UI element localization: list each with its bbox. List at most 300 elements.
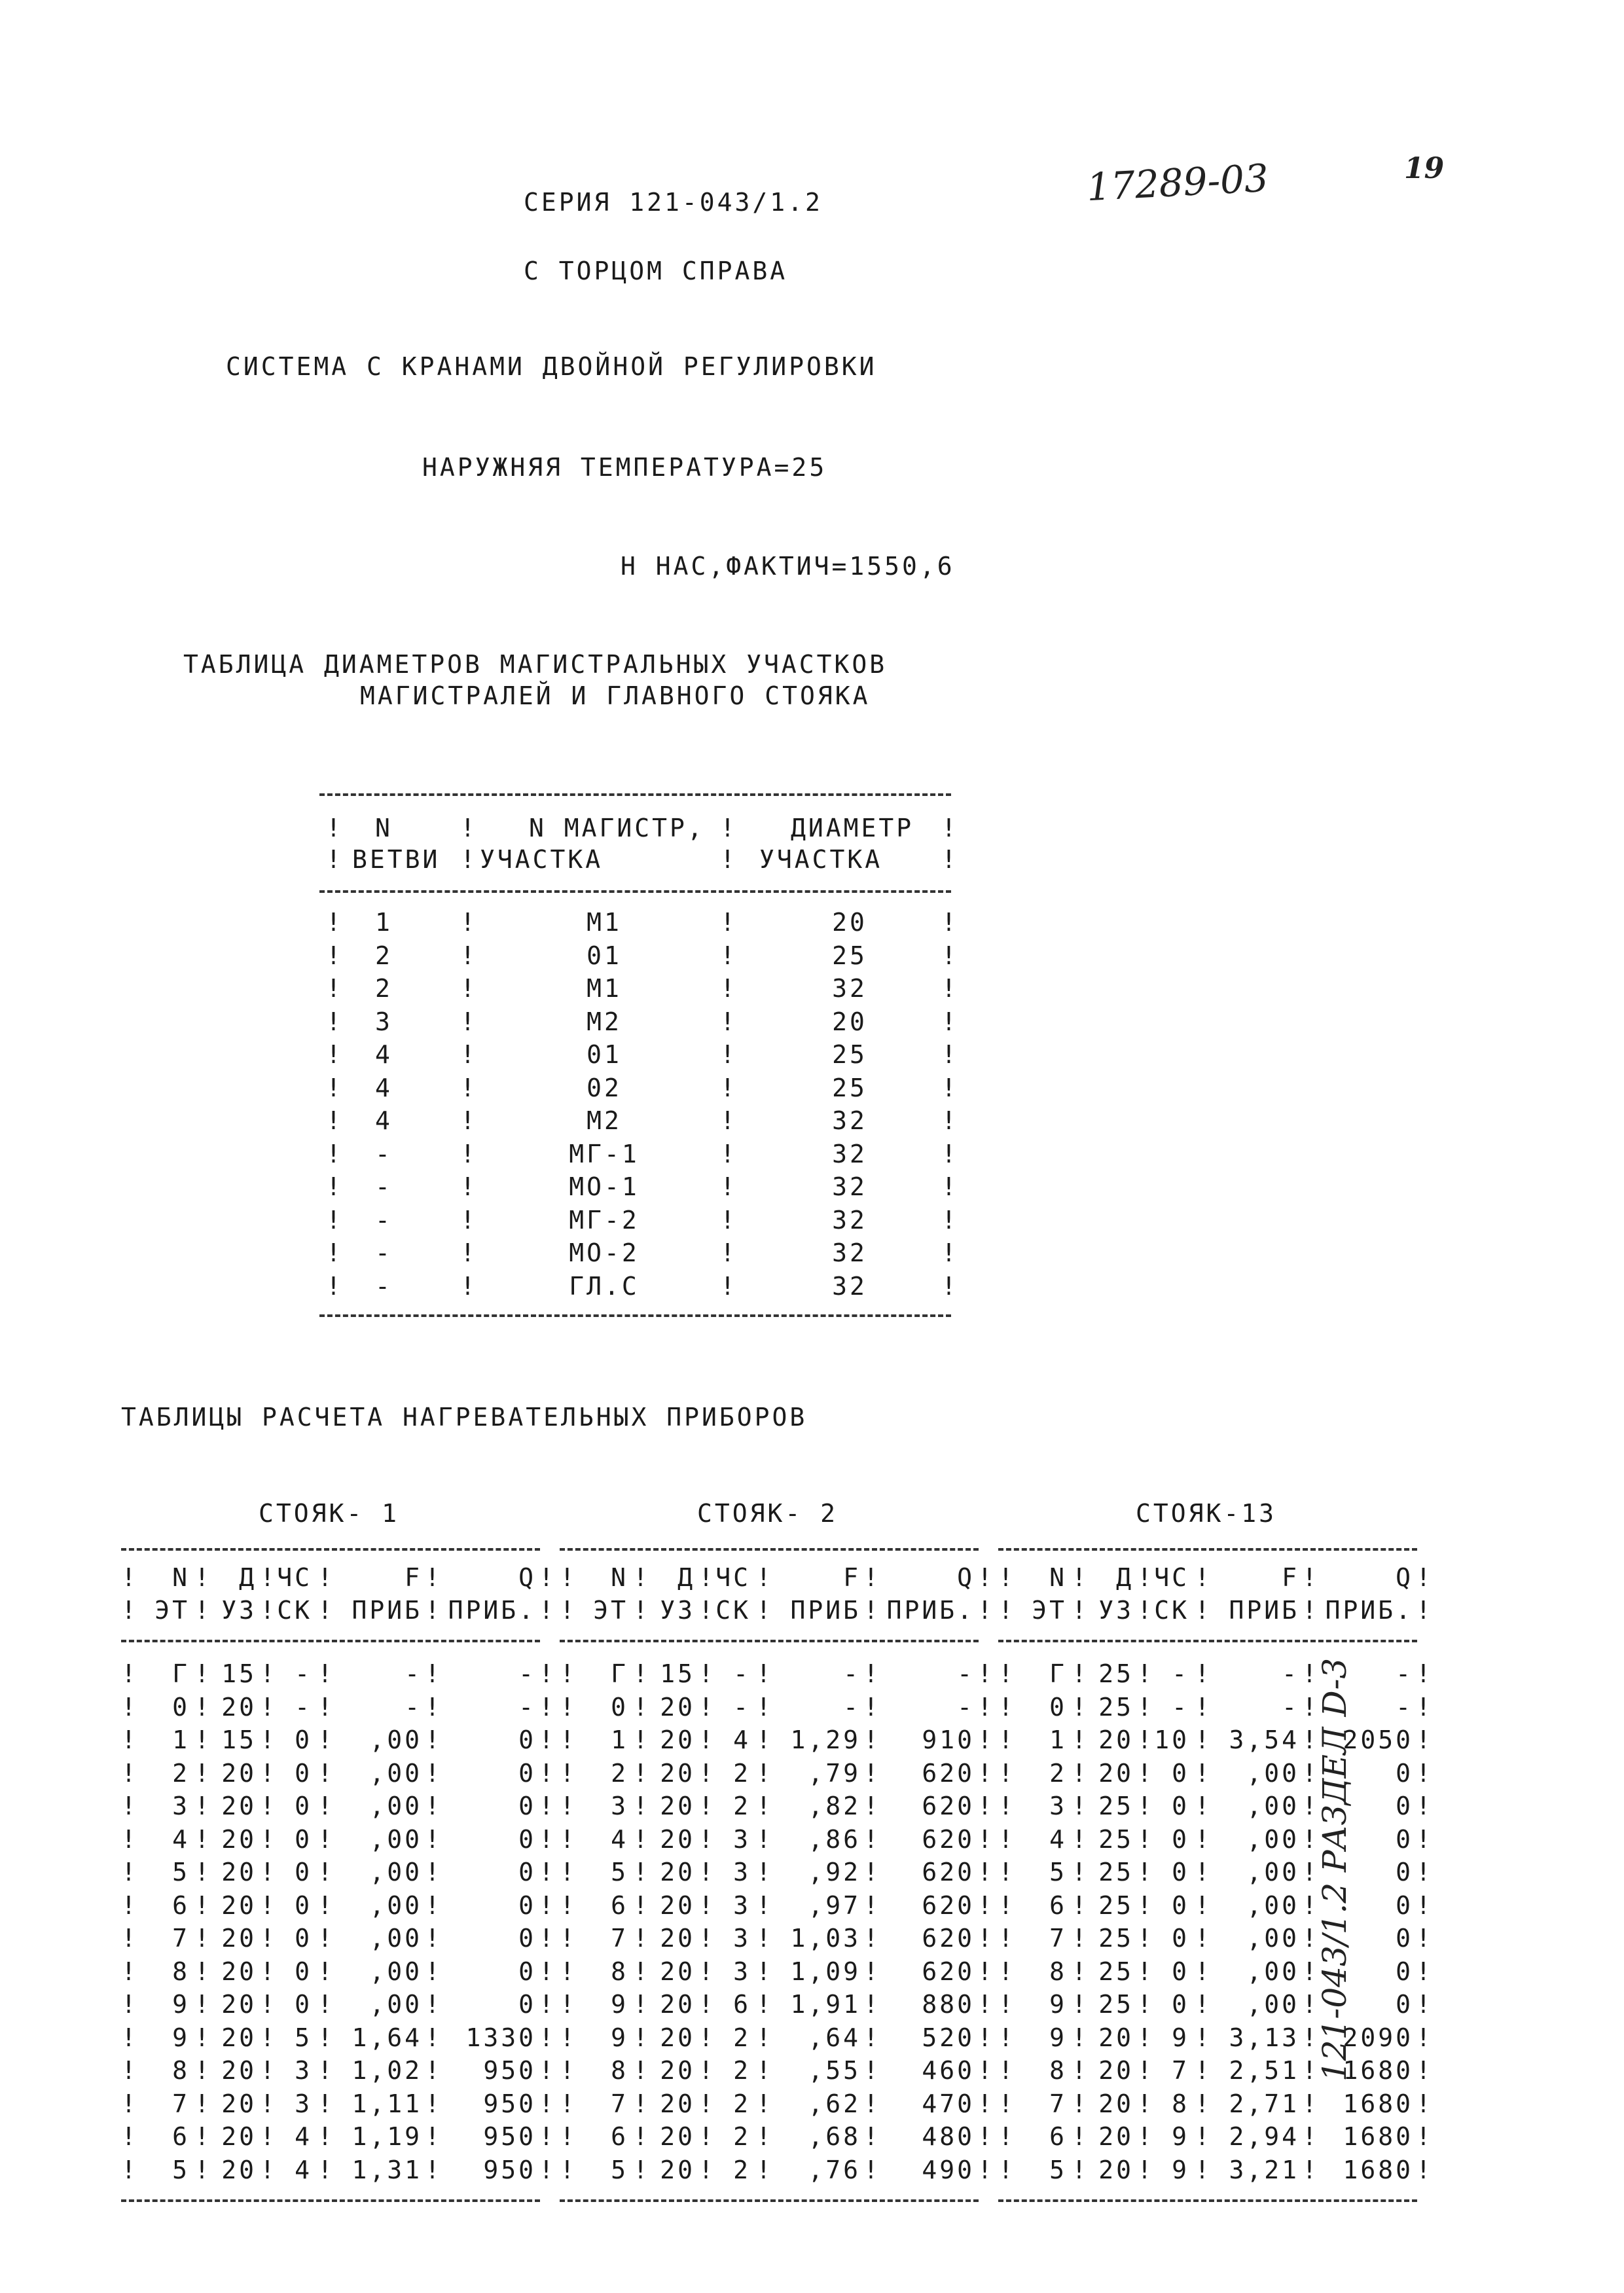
col-du: 25 (1098, 1990, 1134, 2019)
cell-border: ! (941, 974, 959, 1003)
main-section: М2 (586, 1106, 622, 1135)
col-area: ПРИБ (790, 1596, 861, 1625)
cell-border: ! (698, 2122, 716, 2151)
cell-border: ! (1302, 1990, 1320, 2019)
cell-border: ! (633, 1957, 651, 1986)
col-area: ,76 (808, 2155, 861, 2184)
cell-border: ! (121, 1858, 139, 1887)
cell-border: ! (1072, 1659, 1089, 1688)
col-floor: 9 (1049, 2023, 1067, 2052)
col-area: - (843, 1692, 861, 1722)
cell-border: ! (977, 1725, 995, 1754)
col-area: ,00 (1246, 1792, 1299, 1820)
col-du: УЗ (660, 1596, 695, 1625)
col-sections: 2 (733, 2122, 751, 2151)
cell-border: ! (539, 1957, 556, 1986)
col-area: ,00 (1246, 1890, 1299, 1920)
header-branch: ВЕТВИ (352, 845, 441, 874)
cell-border: ! (121, 1596, 139, 1625)
cell-border: ! (326, 1040, 344, 1069)
cell-border: ! (460, 1205, 478, 1235)
cell-border: ! (460, 1007, 478, 1036)
cell-border: ! (194, 1924, 212, 1953)
cell-border: ! (1137, 1890, 1155, 1920)
cell-border: ! (941, 1007, 959, 1036)
cell-border: ! (756, 1692, 774, 1722)
main-section: М1 (586, 908, 622, 937)
col-du: 20 (1098, 2122, 1134, 2151)
cell-border: ! (425, 2023, 442, 2052)
branch-number: - (375, 1172, 393, 1201)
col-area: ,00 (369, 1990, 422, 2019)
col-heat: 620 (922, 1890, 975, 1920)
cell-border: ! (425, 1924, 442, 1953)
col-heat: 1680 (1343, 2155, 1413, 2184)
cell-border: ! (121, 2023, 139, 2052)
cell-border: ! (998, 1725, 1016, 1754)
cell-border: ! (863, 1563, 881, 1592)
cell-border: ! (121, 1563, 139, 1592)
cell-border: ! (317, 1659, 335, 1688)
cell-border: ! (1137, 2155, 1155, 2184)
cell-border: ! (260, 1924, 278, 1953)
cell-border: ! (756, 1858, 774, 1887)
col-area: - (1282, 1659, 1299, 1688)
cell-border: ! (560, 1858, 577, 1887)
col-sections: 3 (733, 1890, 751, 1920)
col-du: Д (239, 1563, 257, 1592)
cell-border: ! (698, 1990, 716, 2019)
cell-border: ! (756, 1957, 774, 1986)
cell-border: ! (121, 1824, 139, 1854)
col-sections: 0 (1172, 1824, 1189, 1854)
cell-border: ! (460, 1139, 478, 1168)
cell-border: ! (633, 1725, 651, 1754)
col-du: 20 (221, 1924, 257, 1953)
cell-border: ! (317, 1596, 335, 1625)
cell-border: ! (977, 1596, 995, 1625)
col-floor: 0 (1049, 1692, 1067, 1722)
cell-border: ! (317, 1858, 335, 1887)
cell-border: ! (121, 2122, 139, 2151)
section-diameter: 25 (832, 1040, 867, 1069)
main-section: МГ-1 (569, 1139, 640, 1168)
cell-border: ! (539, 1890, 556, 1920)
cell-border: ! (539, 1596, 556, 1625)
col-du: 20 (660, 1725, 695, 1754)
col-area: ,86 (808, 1824, 861, 1854)
table1-top-rule (319, 793, 951, 796)
cell-border: ! (1072, 2023, 1089, 2052)
cell-border: ! (121, 1758, 139, 1788)
cell-border: ! (539, 1858, 556, 1887)
col-area: ,00 (369, 1758, 422, 1788)
col-area: 1,29 (790, 1725, 861, 1754)
col-heat: - (957, 1659, 975, 1688)
cell-border: ! (460, 1073, 478, 1102)
riser-title: СТОЯК- 1 (259, 1499, 400, 1528)
col-area: 1,11 (352, 2089, 422, 2118)
cell-border: ! (633, 2155, 651, 2184)
col-heat: 910 (922, 1725, 975, 1754)
section-diameter: 32 (832, 974, 867, 1003)
cell-border: ! (121, 1725, 139, 1754)
col-heat: - (518, 1692, 536, 1722)
col-area: ,64 (808, 2023, 861, 2052)
section-diameter: 20 (832, 908, 867, 937)
col-du: 20 (221, 2122, 257, 2151)
cell-border: ! (633, 2023, 651, 2052)
col-sections: 3 (295, 2089, 312, 2118)
col-floor: 4 (1049, 1824, 1067, 1854)
cell-border: ! (260, 2122, 278, 2151)
col-sections: 4 (733, 1725, 751, 1754)
cell-border: ! (425, 1596, 442, 1625)
col-du: 20 (660, 1890, 695, 1920)
col-heat: 460 (922, 2056, 975, 2085)
col-heat: 620 (922, 1924, 975, 1953)
cell-border: ! (1416, 2155, 1434, 2184)
cell-border: ! (326, 845, 344, 874)
col-floor: 6 (1049, 1890, 1067, 1920)
col-sections: 2 (733, 2155, 751, 2184)
cell-border: ! (260, 1659, 278, 1688)
cell-border: ! (720, 1139, 738, 1168)
main-section: МО-1 (569, 1172, 640, 1201)
cell-border: ! (1137, 1563, 1155, 1592)
cell-border: ! (460, 1172, 478, 1201)
cell-border: ! (1195, 1890, 1212, 1920)
cell-border: ! (260, 1792, 278, 1820)
cell-border: ! (863, 1758, 881, 1788)
cell-border: ! (863, 1858, 881, 1887)
col-floor: 7 (611, 1924, 628, 1953)
cell-border: ! (863, 1990, 881, 2019)
col-du: 20 (221, 1890, 257, 1920)
col-du: 20 (221, 2089, 257, 2118)
col-sections: 10 (1154, 1725, 1189, 1754)
col-du: 25 (1098, 1924, 1134, 1953)
col-du: 20 (660, 1858, 695, 1887)
cell-border: ! (756, 2122, 774, 2151)
col-sections: СК (715, 1596, 751, 1625)
col-sections: 4 (295, 2155, 312, 2184)
cell-border: ! (121, 1924, 139, 1953)
cell-border: ! (1137, 1725, 1155, 1754)
cell-border: ! (633, 1659, 651, 1688)
col-floor: 1 (1049, 1725, 1067, 1754)
col-floor: Г (611, 1659, 628, 1688)
cell-border: ! (633, 1596, 651, 1625)
cell-border: ! (998, 1858, 1016, 1887)
cell-border: ! (1416, 1563, 1434, 1592)
cell-border: ! (998, 1957, 1016, 1986)
cell-border: ! (539, 1725, 556, 1754)
col-area: ПРИБ (1229, 1596, 1299, 1625)
col-area: - (405, 1692, 422, 1722)
cell-border: ! (720, 1073, 738, 1102)
cell-border: ! (1072, 2056, 1089, 2085)
cell-border: ! (326, 1205, 344, 1235)
col-heat: 950 (483, 2122, 536, 2151)
cell-border: ! (425, 1858, 442, 1887)
col-area: 3,13 (1229, 2023, 1299, 2052)
cell-border: ! (560, 2023, 577, 2052)
col-area: ,00 (1246, 1758, 1299, 1788)
cell-border: ! (425, 1890, 442, 1920)
cell-border: ! (998, 2023, 1016, 2052)
cell-border: ! (1072, 1824, 1089, 1854)
col-sections: 2 (733, 2089, 751, 2118)
col-du: 20 (221, 1758, 257, 1788)
cell-border: ! (1302, 1858, 1320, 1887)
main-section: МО-2 (569, 1238, 640, 1267)
cell-border: ! (260, 2023, 278, 2052)
cell-border: ! (698, 1957, 716, 1986)
riser-header-rule (998, 1640, 1417, 1642)
branch-number: 4 (375, 1040, 393, 1069)
col-area: ,00 (1246, 1957, 1299, 1986)
cell-border: ! (260, 1725, 278, 1754)
cell-border: ! (1302, 1890, 1320, 1920)
cell-border: ! (260, 2155, 278, 2184)
cell-border: ! (863, 2155, 881, 2184)
col-area: ,55 (808, 2056, 861, 2085)
cell-border: ! (1195, 1858, 1212, 1887)
cell-border: ! (460, 1238, 478, 1267)
table1-row (319, 1139, 959, 1173)
cell-border: ! (720, 1205, 738, 1235)
col-du: Д (677, 1563, 695, 1592)
side-stamp: 121-043/1.2 РАЗДЕЛ D-3 (1316, 1657, 1354, 2082)
col-floor: 8 (172, 1957, 190, 1986)
col-du: 20 (660, 2122, 695, 2151)
cell-border: ! (1072, 1890, 1089, 1920)
cell-border: ! (539, 1692, 556, 1722)
col-du: 20 (1098, 2089, 1134, 2118)
table1-row (319, 1205, 959, 1239)
cell-border: ! (998, 1792, 1016, 1820)
cell-border: ! (326, 974, 344, 1003)
cell-border: ! (977, 1824, 995, 1854)
cell-border: ! (425, 1659, 442, 1688)
cell-border: ! (539, 1824, 556, 1854)
col-du: 20 (660, 1792, 695, 1820)
col-heat: 950 (483, 2155, 536, 2184)
cell-border: ! (194, 2122, 212, 2151)
riser-bottom-rule (560, 2199, 979, 2202)
cell-border: ! (194, 1758, 212, 1788)
cell-border: ! (326, 1139, 344, 1168)
cell-border: ! (1302, 2023, 1320, 2052)
cell-border: ! (977, 1924, 995, 1953)
col-floor: 6 (1049, 2122, 1067, 2151)
cell-border: ! (1137, 1924, 1155, 1953)
col-heat: 620 (922, 1957, 975, 1986)
col-floor: ЭТ (1032, 1596, 1067, 1625)
cell-border: ! (1137, 1990, 1155, 2019)
cell-border: ! (539, 1924, 556, 1953)
cell-border: ! (326, 1271, 344, 1301)
cell-border: ! (326, 814, 344, 842)
table1-row (319, 1238, 959, 1272)
cell-border: ! (977, 2056, 995, 2085)
col-floor: 7 (1049, 1924, 1067, 1953)
cell-border: ! (698, 1858, 716, 1887)
col-du: 15 (221, 1659, 257, 1688)
cell-border: ! (1302, 1824, 1320, 1854)
col-floor: 4 (172, 1824, 190, 1854)
cell-border: ! (941, 1172, 959, 1201)
cell-border: ! (260, 1692, 278, 1722)
col-floor: 8 (1049, 2056, 1067, 2085)
col-floor: 7 (1049, 2089, 1067, 2118)
cell-border: ! (977, 1692, 995, 1722)
cell-border: ! (698, 2089, 716, 2118)
col-area: 1,91 (790, 1990, 861, 2019)
cell-border: ! (460, 814, 478, 842)
col-floor: 5 (611, 1858, 628, 1887)
col-heat: 620 (922, 1758, 975, 1788)
cell-border: ! (863, 1725, 881, 1754)
cell-border: ! (698, 1758, 716, 1788)
table1-bottom-rule (319, 1314, 951, 1317)
col-floor: 1 (172, 1725, 190, 1754)
col-floor: 7 (611, 2089, 628, 2118)
cell-border: ! (560, 1725, 577, 1754)
cell-border: ! (1195, 2089, 1212, 2118)
col-area: 2,51 (1229, 2056, 1299, 2085)
cell-border: ! (1072, 1596, 1089, 1625)
cell-border: ! (560, 1890, 577, 1920)
cell-border: ! (560, 1990, 577, 2019)
cell-border: ! (998, 1824, 1016, 1854)
col-sections: 0 (295, 1758, 312, 1788)
cell-border: ! (1195, 1824, 1212, 1854)
col-floor: 5 (1049, 2155, 1067, 2184)
col-floor: N (611, 1563, 628, 1592)
col-floor: 0 (172, 1692, 190, 1722)
cell-border: ! (698, 2056, 716, 2085)
col-du: 20 (1098, 2155, 1134, 2184)
cell-border: ! (720, 845, 738, 874)
cell-border: ! (1195, 1792, 1212, 1820)
cell-border: ! (317, 1924, 335, 1953)
main-section: 02 (586, 1073, 622, 1102)
cell-border: ! (121, 1890, 139, 1920)
main-section: М2 (586, 1007, 622, 1036)
cell-border: ! (720, 1271, 738, 1301)
cell-border: ! (698, 1924, 716, 1953)
col-sections: 0 (1172, 1990, 1189, 2019)
col-heat: 1680 (1343, 2056, 1413, 2085)
cell-border: ! (756, 1890, 774, 1920)
cell-border: ! (977, 1858, 995, 1887)
cell-border: ! (121, 1990, 139, 2019)
col-floor: N (1049, 1563, 1067, 1592)
cell-border: ! (998, 2155, 1016, 2184)
cell-border: ! (633, 1990, 651, 2019)
cell-border: ! (698, 1792, 716, 1820)
cell-border: ! (425, 1725, 442, 1754)
cell-border: ! (121, 1957, 139, 1986)
section-diameter: 25 (832, 941, 867, 970)
section-diameter: 32 (832, 1172, 867, 1201)
col-heat: 470 (922, 2089, 975, 2118)
cell-border: ! (633, 2089, 651, 2118)
cell-border: ! (194, 1692, 212, 1722)
table1-row (319, 1172, 959, 1206)
col-sections: 3 (295, 2056, 312, 2085)
cell-border: ! (1302, 1957, 1320, 1986)
cell-border: ! (317, 2056, 335, 2085)
col-sections: 0 (295, 1792, 312, 1820)
cell-border: ! (317, 1824, 335, 1854)
cell-border: ! (317, 2155, 335, 2184)
cell-border: ! (425, 1692, 442, 1722)
col-du: 25 (1098, 1659, 1134, 1688)
branch-number: - (375, 1205, 393, 1235)
cell-border: ! (560, 1659, 577, 1688)
col-area: ,00 (1246, 1924, 1299, 1953)
cell-border: ! (1416, 1758, 1434, 1788)
col-du: 20 (660, 2155, 695, 2184)
col-heat: 950 (483, 2056, 536, 2085)
cell-border: ! (1072, 1725, 1089, 1754)
col-area: 1,09 (790, 1957, 861, 1986)
cell-border: ! (260, 1858, 278, 1887)
cell-border: ! (941, 1106, 959, 1135)
table1-header-row1 (319, 814, 959, 847)
cell-border: ! (998, 1924, 1016, 1953)
col-floor: 6 (611, 1890, 628, 1920)
cell-border: ! (1302, 1596, 1320, 1625)
cell-border: ! (326, 1106, 344, 1135)
col-du: 25 (1098, 1890, 1134, 1920)
col-du: 25 (1098, 1957, 1134, 1986)
cell-border: ! (977, 1659, 995, 1688)
col-du: 20 (1098, 2023, 1134, 2052)
cell-border: ! (941, 1238, 959, 1267)
cell-border: ! (260, 1758, 278, 1788)
cell-border: ! (1072, 2155, 1089, 2184)
cell-border: ! (317, 1890, 335, 1920)
col-sections: 0 (1172, 1792, 1189, 1820)
cell-border: ! (633, 2122, 651, 2151)
col-area: - (1282, 1692, 1299, 1722)
col-heat: Q (518, 1563, 536, 1592)
main-section: ГЛ.С (569, 1271, 640, 1301)
col-heat: ПРИБ. (448, 1596, 536, 1625)
col-sections: - (1172, 1692, 1189, 1722)
cell-border: ! (977, 1957, 995, 1986)
cell-border: ! (1302, 2056, 1320, 2085)
table1-row (319, 941, 959, 975)
cell-border: ! (720, 974, 738, 1003)
col-floor: ЭТ (593, 1596, 628, 1625)
col-sections: - (1172, 1659, 1189, 1688)
cell-border: ! (1302, 1563, 1320, 1592)
cell-border: ! (539, 2155, 556, 2184)
col-floor: 6 (611, 2122, 628, 2151)
col-floor: 8 (611, 1957, 628, 1986)
cell-border: ! (194, 1563, 212, 1592)
col-du: 15 (660, 1659, 695, 1688)
branch-number: 4 (375, 1106, 393, 1135)
col-du: 15 (221, 1725, 257, 1754)
cell-border: ! (194, 2056, 212, 2085)
col-heat: 880 (922, 1990, 975, 2019)
